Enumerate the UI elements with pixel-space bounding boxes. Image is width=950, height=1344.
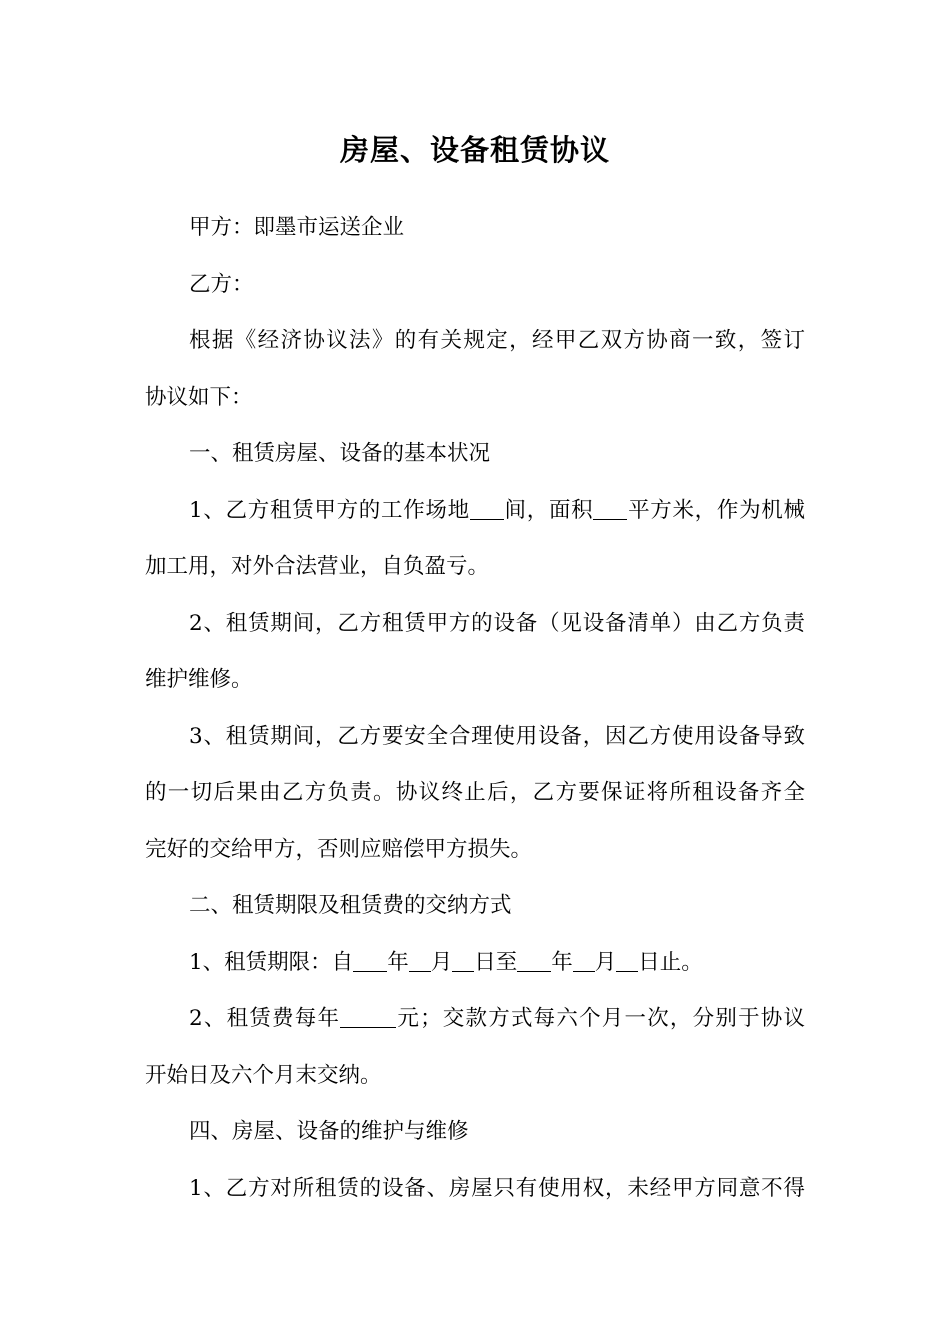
text-segment: 1、租赁期限：自: [189, 949, 354, 975]
section-2-heading: 二、租赁期限及租赁费的交纳方式: [189, 893, 512, 918]
document-body: [145, 200, 805, 1217]
clause-1-1-line-1: [145, 483, 805, 540]
clause-2-2-line-1: [145, 991, 805, 1048]
text-segment: 日止。: [638, 949, 703, 975]
text-segment: 平方米，作为机械: [627, 497, 805, 523]
preamble-line-2: 协议如下：: [145, 384, 253, 410]
text-segment: 1、乙方租赁甲方的工作场地: [189, 497, 470, 523]
document-title: 房屋、设备租赁协议: [339, 133, 610, 167]
fill-blank-annual-fee: [340, 1003, 396, 1028]
clause-2-1-line-1: [145, 935, 805, 992]
text-segment: 年: [551, 949, 573, 975]
fill-blank-area: [593, 495, 627, 520]
clause-1-2-line-1: 2、租赁期间，乙方租赁甲方的设备（见设备清单）由乙方负责: [189, 610, 805, 636]
fill-blank-end-month: [573, 947, 595, 972]
fill-blank-start-day: [452, 947, 474, 972]
clause-1-3-line-3: 完好的交给甲方，否则应赔偿甲方损失。: [145, 836, 533, 862]
clause-2-2-line-2: 开始日及六个月末交纳。: [145, 1062, 382, 1088]
text-segment: 月: [430, 949, 453, 975]
text-segment: 元；交款方式每六个月一次，分别于协议: [396, 1006, 805, 1031]
fill-blank-start-month: [409, 947, 431, 972]
party-b-line: 乙方：: [189, 271, 254, 297]
fill-blank-rooms: [470, 495, 504, 520]
clause-1-3-line-2: 的一切后果由乙方负责。协议终止后，乙方要保证将所租设备齐全: [145, 780, 805, 805]
clause-1-1-line-2: 加工用，对外合法营业，自负盈亏。: [145, 554, 490, 579]
clause-1-3-line-1: 3、租赁期间，乙方要安全合理使用设备，因乙方使用设备导致: [189, 723, 805, 749]
fill-blank-end-year: [517, 947, 551, 972]
section-4-heading: 四、房屋、设备的维护与维修: [189, 1119, 469, 1144]
clause-1-2-line-2: 维护维修。: [145, 667, 253, 692]
preamble-line-1: 根据《经济协议法》的有关规定，经甲乙双方协商一致，签订: [189, 328, 805, 353]
text-segment: 日至: [474, 949, 518, 975]
text-segment: 月: [594, 949, 617, 975]
party-a-line: 甲方：即墨市运送企业: [189, 215, 405, 240]
fill-blank-end-day: [616, 947, 638, 972]
fill-blank-start-year: [353, 947, 387, 972]
text-segment: 年: [387, 949, 409, 975]
text-segment: 间，面积: [503, 497, 594, 523]
section-1-heading: 一、租赁房屋、设备的基本状况: [189, 441, 491, 466]
clause-4-1-line-1: 1、乙方对所租赁的设备、房屋只有使用权，未经甲方同意不得: [189, 1175, 805, 1201]
text-segment: 2、租赁费每年: [189, 1006, 341, 1031]
